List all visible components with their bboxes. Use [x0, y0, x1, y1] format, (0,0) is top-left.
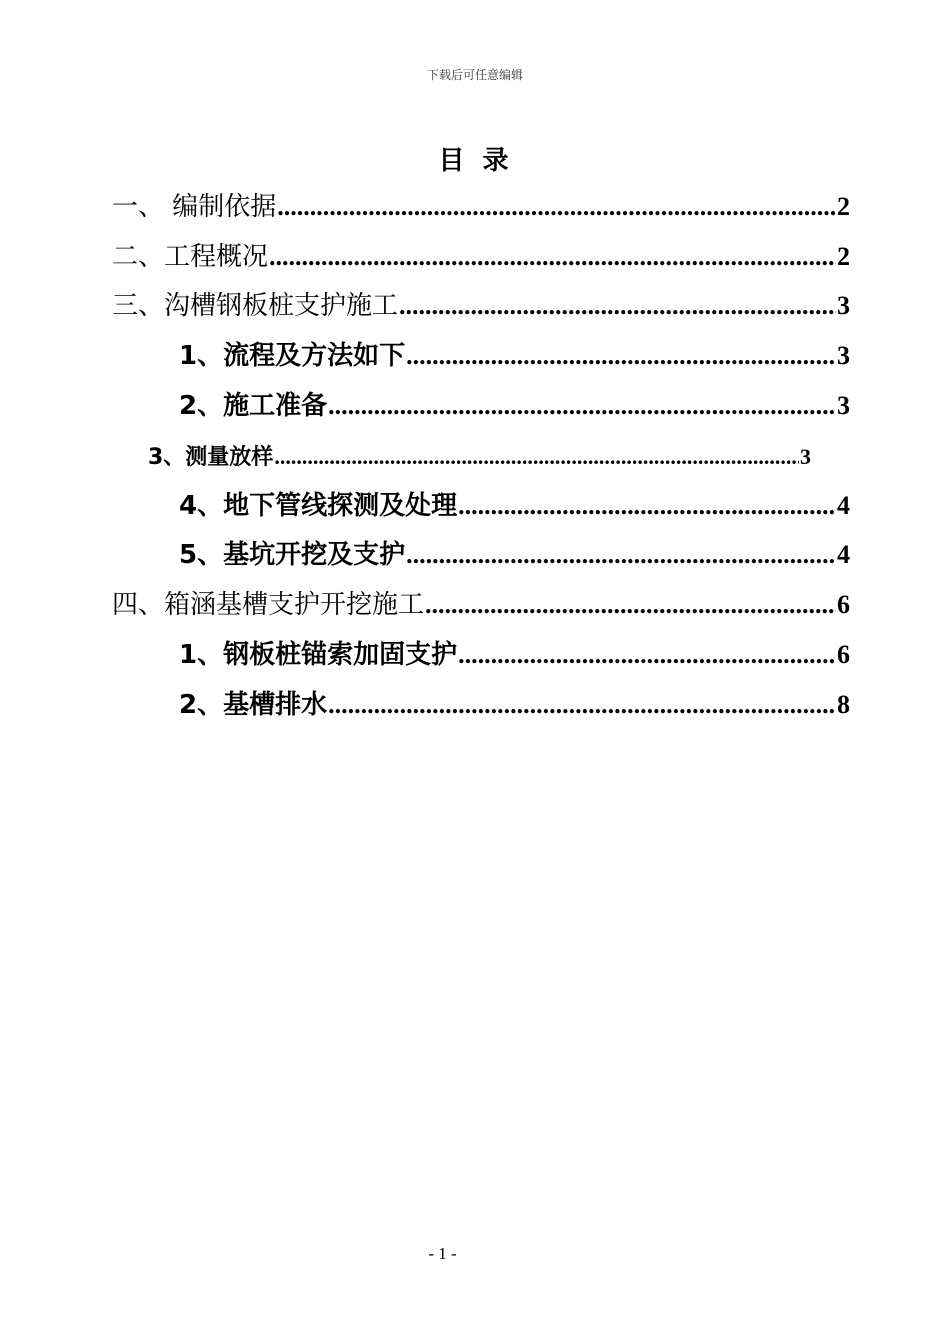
toc-leader-dots: [269, 237, 836, 277]
toc-entry-3-2[interactable]: [179, 386, 850, 426]
page-header: 下载后可任意编辑: [426, 68, 523, 82]
toc-leader-dots: [425, 585, 836, 625]
toc-entry-3-5[interactable]: [179, 535, 850, 575]
toc-entry-label: 1、流程及方法如下: [179, 341, 406, 371]
toc-leader-dots: [406, 535, 836, 575]
toc-entry-3-1[interactable]: [179, 336, 850, 376]
toc-entry-2[interactable]: [112, 237, 850, 277]
toc-entry-1[interactable]: [112, 187, 850, 227]
toc-leader-dots: [277, 187, 836, 227]
toc-entry-page: 4: [837, 540, 850, 569]
toc-entry-label: 3、测量放样: [148, 445, 274, 470]
toc-entry-page: 6: [837, 640, 850, 669]
toc-leader-dots: [399, 286, 836, 326]
toc-leader-dots: [328, 685, 836, 725]
toc-entry-label: 四、箱涵基槽支护开挖施工: [112, 590, 425, 620]
toc-entry-label: 1、钢板桩锚索加固支护: [179, 640, 458, 670]
toc-entry-page: 3: [837, 391, 850, 420]
toc-entry-page: 2: [837, 192, 850, 221]
page-number: - 1 -: [428, 1244, 457, 1263]
toc-entry-page: 3: [837, 291, 850, 320]
toc-leader-dots: [458, 635, 836, 675]
toc-entry-3[interactable]: [112, 286, 850, 326]
toc-entry-4[interactable]: [112, 585, 850, 625]
toc-leader-dots: [406, 336, 836, 376]
toc-entry-label: 二、工程概况: [112, 242, 269, 272]
toc-entry-label: 5、基坑开挖及支护: [179, 540, 406, 570]
toc-leader-dots: [458, 486, 836, 526]
toc-entry-page: 4: [837, 491, 850, 520]
toc-entry-4-1[interactable]: [179, 635, 850, 675]
toc-entry-label: 2、基槽排水: [179, 690, 328, 720]
toc-entry-page: 6: [837, 590, 850, 619]
toc-entry-label: 三、沟槽钢板桩支护施工: [112, 291, 399, 321]
toc-entry-page: 2: [837, 242, 850, 271]
toc-title: 目录: [438, 146, 527, 176]
toc-leader-dots: [328, 386, 836, 426]
toc-entry-page: 8: [837, 690, 850, 719]
toc-leader-dots: [274, 439, 799, 475]
toc-entry-3-3[interactable]: [148, 439, 811, 475]
toc-entry-label: 4、地下管线探测及处理: [179, 491, 458, 521]
toc-entry-3-4[interactable]: [179, 486, 850, 526]
toc-entry-4-2[interactable]: [179, 685, 850, 725]
toc-entry-label: 一、 编制依据: [112, 192, 277, 222]
toc-entry-label: 2、施工准备: [179, 391, 328, 421]
toc-entry-page: 3: [837, 341, 850, 370]
toc-entry-page: 3: [800, 444, 811, 469]
